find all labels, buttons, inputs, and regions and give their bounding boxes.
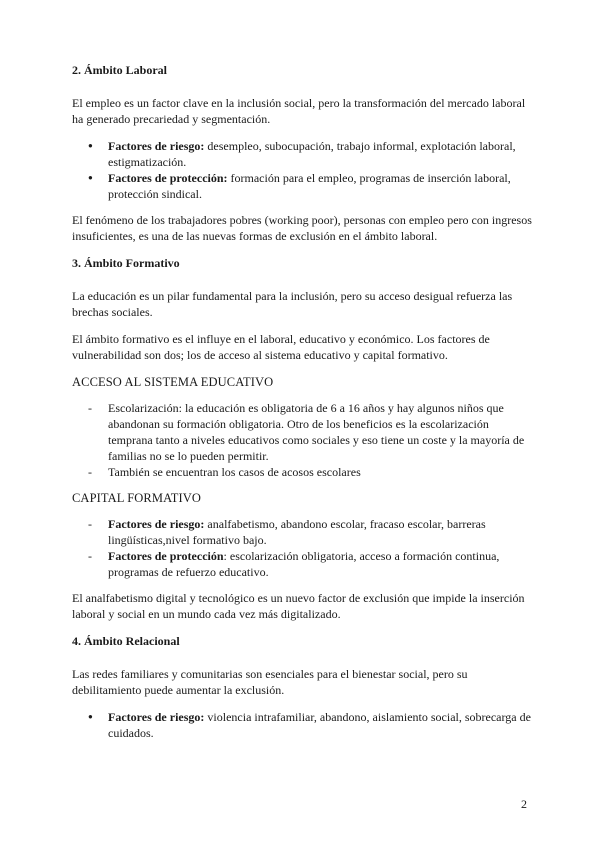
list-item <box>72 400 532 464</box>
list-item <box>72 464 532 480</box>
dash-icon <box>88 464 102 480</box>
list-item-text: Escolarización: la educación es obligatoria de 6 a 16 años y hay algunos niños que abandonan su formación obligatoria. Otro de los beneficios es la escolarización temprana tanto a niveles educativos como sociales y eso tiene un coste y la mayoría de familias no se lo pueden permitir. <box>108 401 525 463</box>
formativo-paragraph: El ámbito formativo es el influye en el laboral, educativo y económico. Los factores de vulnerabilidad son dos; los de acceso al sistema educativo y capital formativo. <box>72 332 490 362</box>
list-item-label: Factores de riesgo: <box>108 517 205 531</box>
formativo-intro: La educación es un pilar fundamental para la inclusión, pero su acceso desigual refuerza las brechas sociales. <box>72 289 513 319</box>
list-item-text: : escolarización obligatoria, acceso a formación continua, programas de refuerzo educativo. <box>108 549 500 579</box>
formativo-closing: El analfabetismo digital y tecnológico es un nuevo factor de exclusión que impide la inserción laboral y social en un mundo cada vez más digitalizado. <box>72 591 525 621</box>
bullet-icon <box>88 170 102 188</box>
laboral-bullet-list <box>72 138 532 202</box>
list-item <box>72 138 532 170</box>
list-item-text: violencia intrafamiliar, abandono, aislamiento social, sobrecarga de cuidados. <box>108 710 531 740</box>
list-item <box>72 516 532 548</box>
page-number: 2 <box>521 797 527 811</box>
section-heading-relacional: 4. Ámbito Relacional <box>72 634 180 648</box>
laboral-intro: El empleo es un factor clave en la inclusión social, pero la transformación del mercado laboral ha generado precariedad y segmentación. <box>72 96 526 126</box>
list-item-text: También se encuentran los casos de acosos escolares <box>108 465 361 479</box>
list-item-text: desempleo, subocupación, trabajo informal, explotación laboral, estigmatización. <box>108 139 516 169</box>
list-item <box>72 170 532 202</box>
bullet-icon <box>88 709 102 727</box>
bullet-icon <box>88 138 102 156</box>
list-item-label: Factores de protección: <box>108 171 228 185</box>
dash-icon <box>88 548 102 564</box>
section-heading-laboral: 2. Ámbito Laboral <box>72 63 168 77</box>
list-item-text: formación para el empleo, programas de inserción laboral, protección sindical. <box>108 171 511 201</box>
section-heading-formativo: 3. Ámbito Formativo <box>72 256 180 270</box>
list-item-label: Factores de protección <box>108 549 224 563</box>
page-content <box>72 62 532 751</box>
acceso-dash-list <box>72 400 532 480</box>
laboral-closing: El fenómeno de los trabajadores pobres (working poor), personas con empleo pero con ingresos insuficientes, es una de las nuevas formas de exclusión en el ámbito laboral. <box>72 213 532 243</box>
subheading-capital: CAPITAL FORMATIVO <box>72 491 202 505</box>
dash-icon <box>88 400 102 416</box>
capital-dash-list <box>72 516 532 580</box>
subheading-acceso: ACCESO AL SISTEMA EDUCATIVO <box>72 375 274 389</box>
list-item-label: Factores de riesgo: <box>108 710 205 724</box>
list-item <box>72 709 532 741</box>
relacional-bullet-list <box>72 709 532 741</box>
dash-icon <box>88 516 102 532</box>
relacional-intro: Las redes familiares y comunitarias son esenciales para el bienestar social, pero su debilitamiento puede aumentar la exclusión. <box>72 667 468 697</box>
list-item-text: analfabetismo, abandono escolar, fracaso escolar, barreras lingüísticas,nivel formativo bajo. <box>108 517 486 547</box>
list-item-label: Factores de riesgo: <box>108 139 205 153</box>
list-item <box>72 548 532 580</box>
